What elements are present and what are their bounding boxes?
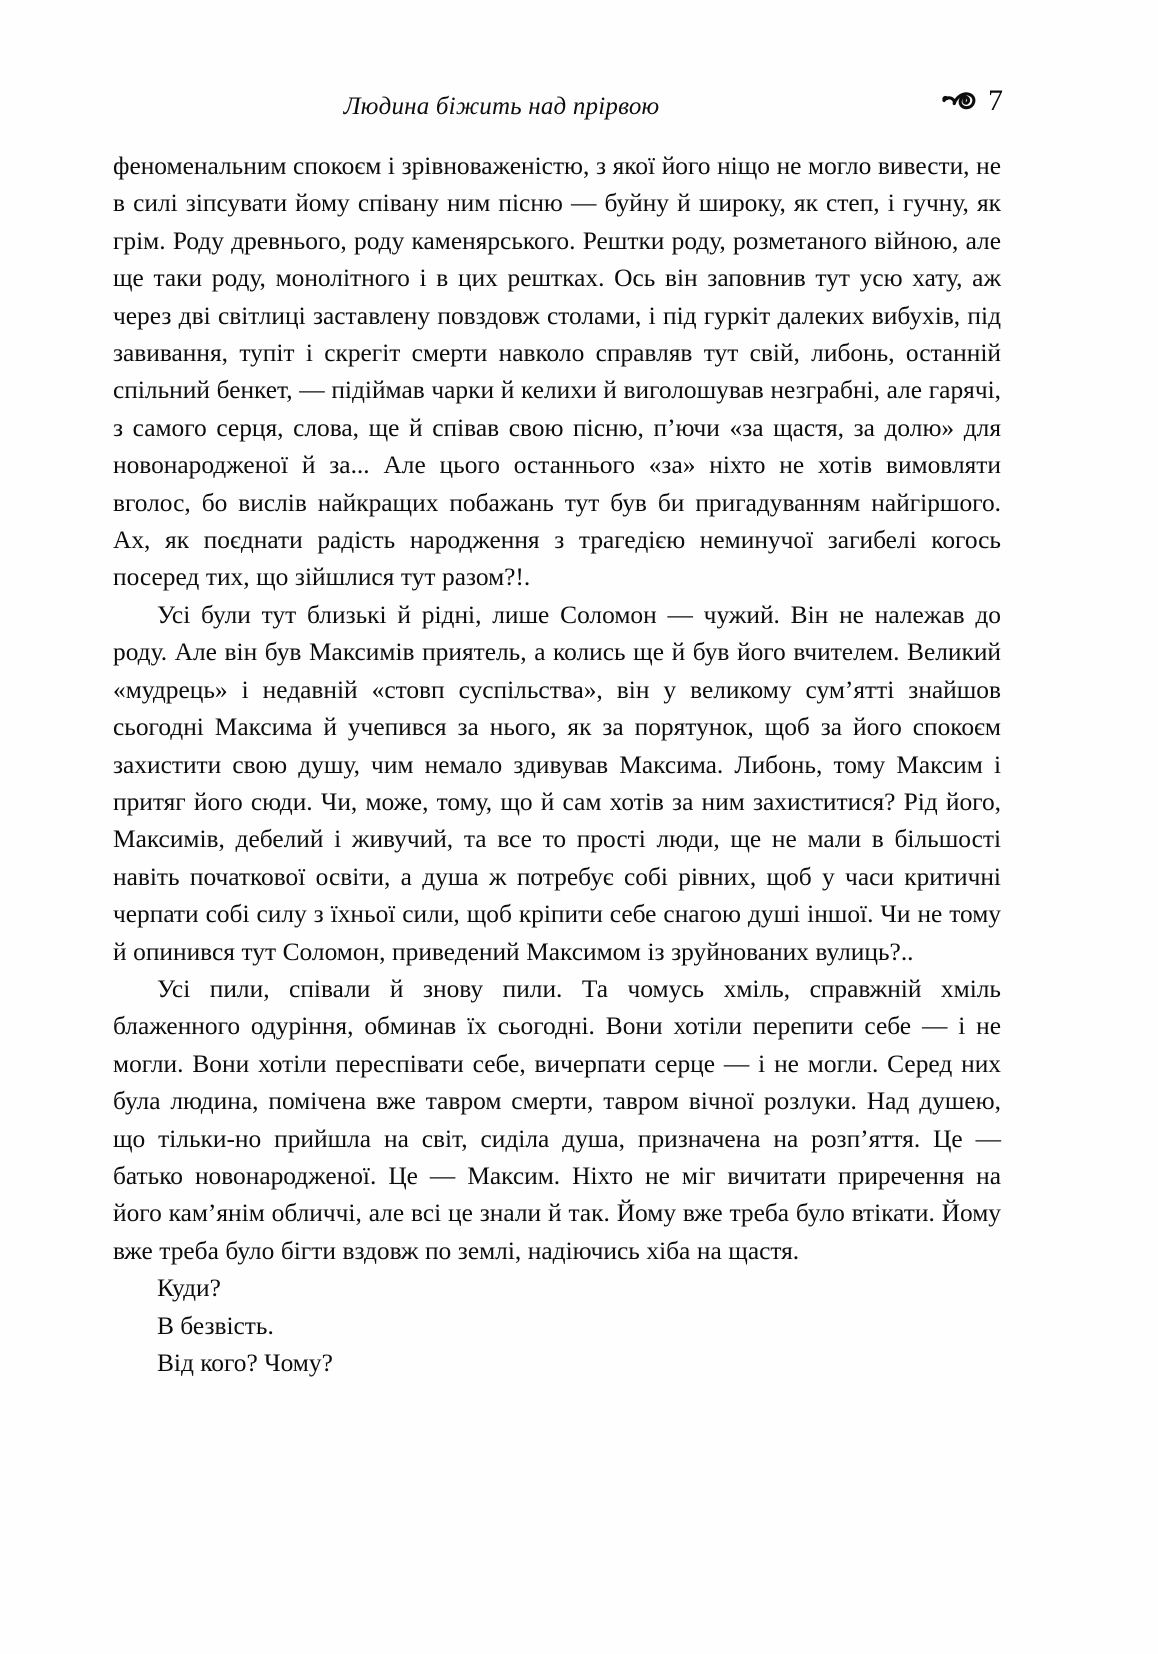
dialogue-line: Від кого? Чому? [157,1349,333,1377]
fleuron-ornament-icon [942,86,976,112]
page-number: 7 [988,84,1003,117]
paragraph: феноменальним спокоєм і зрівноваженістю, з якої його ніщо не могло вивести, не в силі зіпсувати йому співану ним пісню — буйну й широку, як степ, і гучну, як грім. Роду древнього, роду каменярського. Рештки роду, розметаного війною, але ще таки роду, монолітного і в цих рештках. Ось він заповнив тут усю хату, аж через дві світлиці заставлену повздовж столами, і під гуркіт далеких вибухів, під завивання, тупіт і скрегіт смерти навколо справляв тут свій, либонь, останній спільний бенкет, — підіймав чарки й келихи й виголошував незграбні, але гарячі, з самого серця, слова, ще й співав свою пісню, п’ючи «за щастя, за долю» для новонародженої й за... Але цього останнього «за» ніхто не хотів вимовляти вголос, бо вислів найкращих побажань тут був би пригадуванням найгіршого. Ах, як поєднати радість народження з трагедією неминучої загибелі когось посеред тих, що зійшлися тут разом?!. [113,152,1001,592]
running-head-page-group [942,86,1003,116]
body-text-block [113,148,1001,1382]
paragraph: Усі були тут близькі й рідні, лише Соломон — чужий. Він не належав до роду. Але він був Максимів приятель, а колись ще й був його вчителем. Великий «мудрець» і недавній «стовп суспільства», він у великому сум’ятті знайшов сьогодні Максима й учепився за нього, як за порятунок, щоб за його спокоєм захистити свою душу, чим немало здивував Максима. Либонь, тому Максим і притяг його сюди. Чи, може, тому, що й сам хотів за ним захиститися? Рід його, Максимів, дебелий і живучий, та все то прості люди, ще не мали в більшості навіть початкової освіти, а душа ж потребує собі рівних, щоб у часи критичні черпати собі силу з їхньої сили, щоб кріпити себе снагою душі іншої. Чи не тому й опинився тут Соломон, приведений Максимом із зруйнованих вулиць?.. [113,600,1001,966]
running-head-title: Людина біжить над прірвою [343,93,660,120]
paragraph: Усі пили, співали й знову пили. Та чомусь хміль, справжній хміль блаженного одуріння, обминав їх сьогодні. Вони хотіли перепити себе — і не могли. Вони хотіли переспівати себе, вичерпати серце — і не могли. Серед них була людина, помічена вже тавром смерти, тавром вічної розлуки. Над душею, що тільки-но прийшла на світ, сиділа душа, призначена на розп’яття. Це — батько новонародженої. Це — Максим. Ніхто не міг вичитати приречення на його кам’янім обличчі, але всі це знали й так. Йому вже треба було втікати. Йому вже треба було бігти вздовж по землі, надіючись хіба на щастя. [113,974,1001,1265]
dialogue-line: Куди? [157,1274,221,1303]
running-head [113,86,1003,128]
dialogue-line: В безвість. [157,1311,274,1340]
